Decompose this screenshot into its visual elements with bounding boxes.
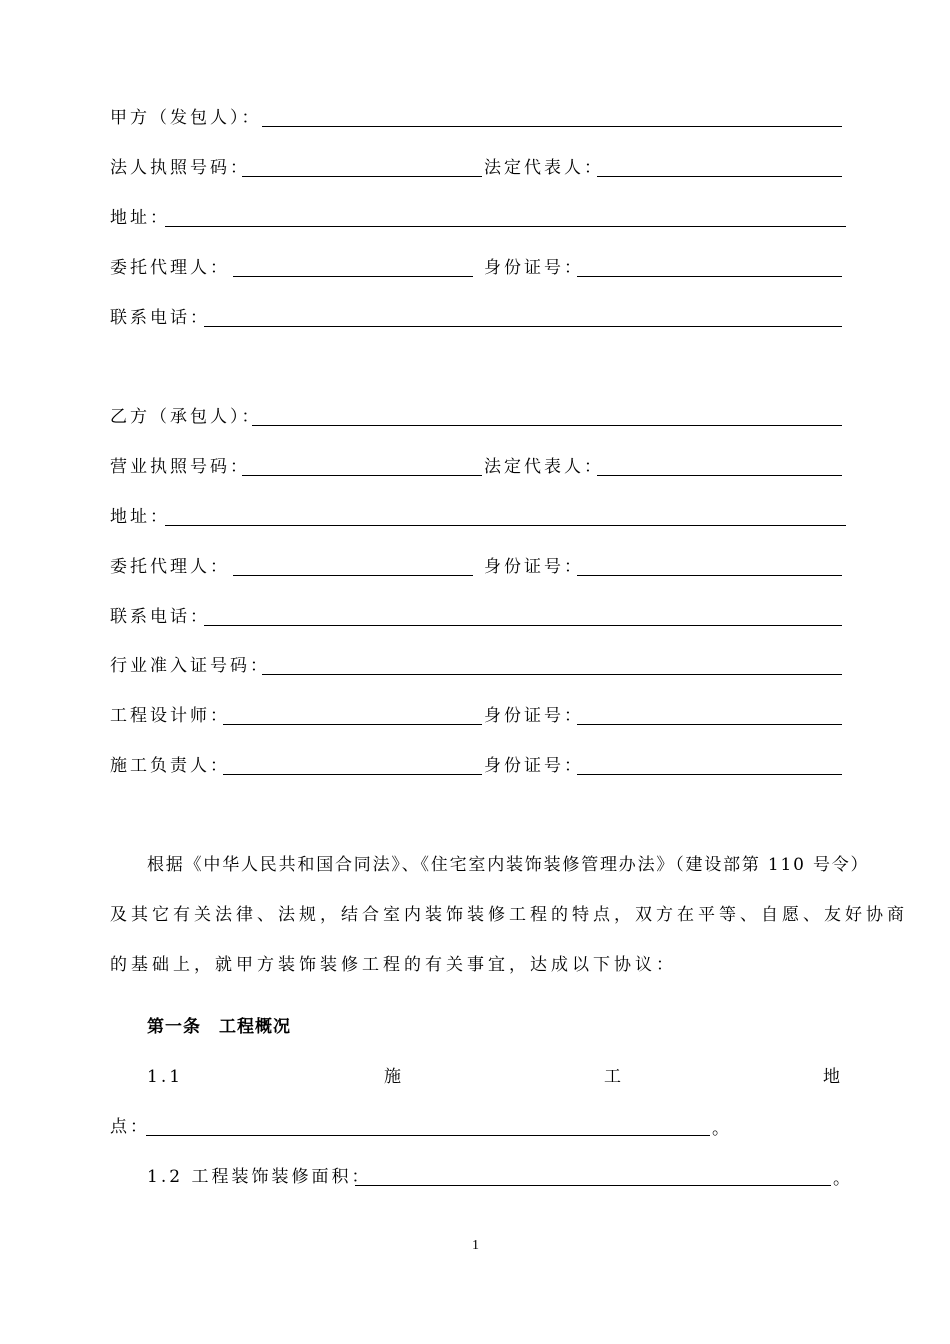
party-a-phone-label: 联系电话： [110, 308, 210, 328]
party-b-title: 乙方（承包人）： [110, 407, 262, 427]
party-a-phone-field[interactable] [204, 326, 842, 327]
preamble-line-3: 的基础上，就甲方装饰装修工程的有关事宜，达成以下协议： [110, 955, 677, 975]
party-b-designer-field[interactable] [223, 724, 482, 725]
item-1-2-label: 1.2 工程装饰装修面积： [147, 1167, 372, 1187]
preamble-line-2: 及其它有关法律、法规，结合室内装饰装修工程的特点，双方在平等、自愿、友好协商 [110, 905, 908, 925]
party-b-designer-id-label: 身份证号： [484, 706, 584, 726]
party-b-legal-rep-field[interactable] [597, 475, 842, 476]
item-1-1-period: 。 [712, 1119, 729, 1139]
item-1-1-char-3: 地 [823, 1067, 843, 1087]
party-b-address-label: 地址： [110, 507, 170, 527]
preamble-line-1: 根据《中华人民共和国合同法》、《住宅室内装饰装修管理办法》（建设部第 110 号令） [147, 855, 870, 875]
party-a-agent-field[interactable] [233, 276, 473, 277]
party-b-agent-field[interactable] [233, 575, 473, 576]
party-a-license-label: 法人执照号码： [110, 158, 250, 178]
party-b-license-label: 营业执照号码： [110, 457, 250, 477]
party-b-name-field[interactable] [252, 425, 842, 426]
party-b-construction-lead-id-label: 身份证号： [484, 756, 584, 776]
party-b-id-field[interactable] [577, 575, 842, 576]
item-1-1-char-2: 工 [604, 1067, 624, 1087]
party-b-construction-lead-label: 施工负责人： [110, 756, 230, 776]
article-1-heading: 第一条 工程概况 [147, 1017, 291, 1037]
party-a-id-label: 身份证号： [484, 258, 584, 278]
item-1-1-number: 1.1 [147, 1067, 184, 1087]
decoration-area-field[interactable] [355, 1185, 831, 1186]
party-a-address-field[interactable] [165, 226, 846, 227]
party-a-title: 甲方（发包人）： [110, 108, 262, 128]
party-a-agent-label: 委托代理人： [110, 258, 230, 278]
party-a-legal-rep-field[interactable] [597, 176, 842, 177]
party-b-industry-cert-field[interactable] [262, 674, 842, 675]
party-b-license-field[interactable] [242, 475, 482, 476]
party-b-address-field[interactable] [165, 525, 846, 526]
party-b-construction-lead-field[interactable] [223, 774, 482, 775]
party-b-designer-label: 工程设计师： [110, 706, 230, 726]
item-1-2-period: 。 [833, 1169, 850, 1189]
party-b-legal-rep-label: 法定代表人： [484, 457, 604, 477]
party-a-license-field[interactable] [242, 176, 482, 177]
party-a-name-field[interactable] [262, 126, 842, 127]
construction-site-field[interactable] [146, 1135, 710, 1136]
party-b-designer-id-field[interactable] [577, 724, 842, 725]
party-b-industry-cert-label: 行业准入证号码： [110, 656, 270, 676]
item-1-1-label-end: 点： [110, 1117, 150, 1137]
party-b-construction-lead-id-field[interactable] [577, 774, 842, 775]
party-a-legal-rep-label: 法定代表人： [484, 158, 604, 178]
party-b-phone-label: 联系电话： [110, 607, 210, 627]
party-a-address-label: 地址： [110, 208, 170, 228]
item-1-1-char-1: 施 [384, 1067, 404, 1087]
party-b-id-label: 身份证号： [484, 557, 584, 577]
party-b-agent-label: 委托代理人： [110, 557, 230, 577]
page-number: 1 [472, 1238, 479, 1253]
party-b-phone-field[interactable] [204, 625, 842, 626]
party-a-id-field[interactable] [577, 276, 842, 277]
